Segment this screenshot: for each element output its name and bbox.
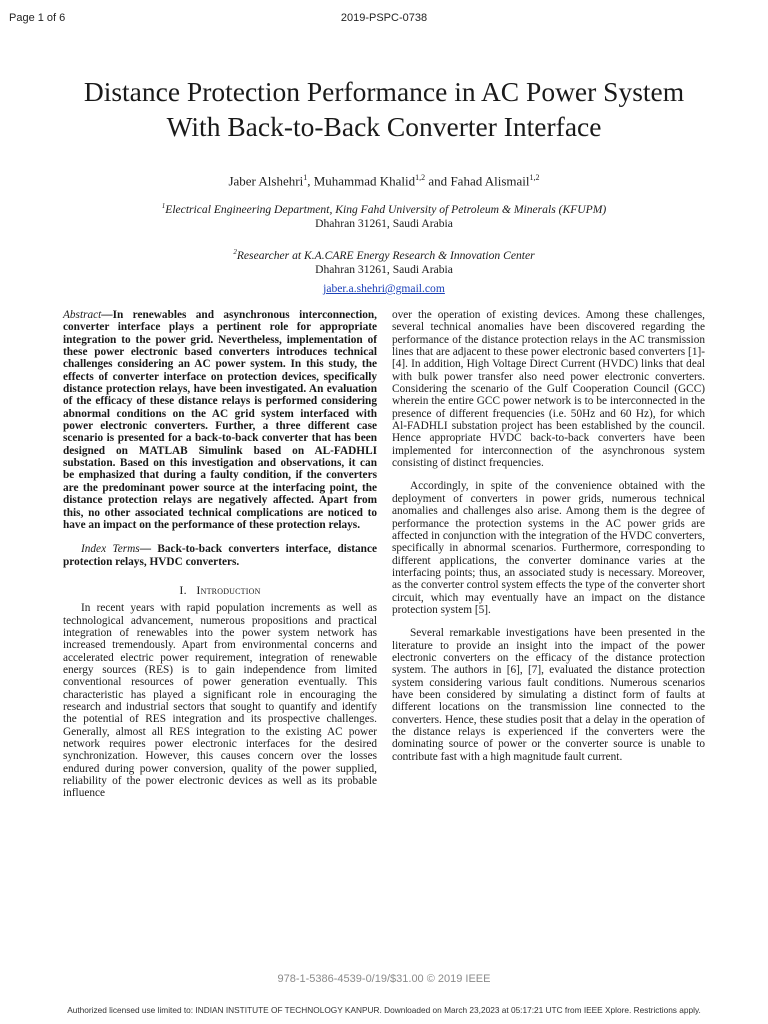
abstract [63, 309, 377, 531]
copyright-notice: 978-1-5386-4539-0/19/$31.00 © 2019 IEEE [277, 973, 491, 985]
title-line-1: Distance Protection Performance in AC Power System [83, 76, 685, 107]
contact-email [0, 282, 768, 295]
index-terms [63, 543, 377, 568]
affiliation-2-sup: 2 [233, 248, 237, 256]
index-terms-label: Index Terms [81, 543, 140, 556]
affiliation-1-name: Electrical Engineering Department, King Fahd University of Petroleum & Minerals (KFUPM) [165, 202, 607, 216]
author-conjunction: and [428, 173, 448, 189]
affiliation-2-name: Researcher at K.A.CARE Energy Research & Innovation Center [236, 248, 535, 262]
paper-id: 2019-PSPC-0738 [340, 12, 428, 24]
body-paragraph-3: Accordingly, in spite of the convenience obtained with the deployment of converters in power grids, numerous technical anomalies and challenges also arise. Among them is the degree of performance the protection systems in the AC power grids are affected in conjunction with the integration of the HVDC converters, specifically in abnormal scenarios. Furthermore, corresponding to different applications, the converter dominance varies at the interfacing points; thus, an associated study is necessary. Moreover, as the converter control system effects the type of the converter short circuit, which may eventually have an impact on the distance protection system [5]. [392, 480, 705, 616]
right-column [392, 309, 705, 763]
email-link[interactable]: jaber.a.shehri@gmail.com [323, 282, 445, 295]
author-3-sup: 1,2 [529, 173, 540, 182]
paper-title [0, 74, 768, 144]
body-paragraph-2: over the operation of existing devices. Among these challenges, several technical anomalies have been discovered regarding the performance of the distance protection relays in the AC transmission lines that are adjacent to these power electronic based converters [1]-[4]. In addition, High Voltage Direct Current (HVDC) links that deal with bulk power transfer also need power electronic converters. Considering the scenario of the Gulf Cooperation Council (GCC) wherein the entire GCC power network is to be interconnected in the presence of different frequencies (i.e. 50Hz and 60 Hz), for which Al-FADHLI substation project has been established by the council. Hence appropriate HVDC back-to-back converters have been implemented for interconnection of the asynchronous system consisting of distinct frequencies. [392, 309, 705, 470]
author-2-name: Muhammad Khalid [313, 173, 416, 189]
page-number: Page 1 of 6 [9, 12, 66, 24]
author-3-name: Fahad Alismail [450, 173, 530, 189]
section-heading [63, 584, 377, 596]
author-list: Jaber Alshehri$^1$, Muhammad Khalid$^{1,2}$ and Fahad Alismail$^{1,2}$ [228, 173, 540, 189]
index-terms-text: — Back-to-back converters interface, distance protection relays, HVDC converters. [63, 543, 377, 568]
affiliation-1 [0, 199, 768, 231]
body-paragraph-4: Several remarkable investigations have been presented in the literature to provide an insight into the impact of the power electronic converters on the efficacy of the distance protection system. The authors in [6], [7], evaluated the distance protection system considering various fault conditions. Numerous scenarios have been considered by simulating a distinct form of faults at different locations on the transmission line connected to the converters. Hence, these studies posit that a delay in the operation of the distance relays is experienced if the converters were the dominating source of power or the converter source is unable to contribute fast with a high magnitude fault current. [392, 627, 705, 763]
left-column [63, 309, 377, 800]
license-notice: Authorized licensed use limited to: INDIAN INSTITUTE OF TECHNOLOGY KANPUR. Downloaded on March 23,2023 at 05:17:21 UTC from IEEE Xplore. Restrictions apply. [67, 1005, 701, 1015]
author-2-sup: 1,2 [415, 173, 426, 182]
affiliation-1-sup: 1 [161, 202, 166, 210]
affiliation-2-address: Dhahran 31261, Saudi Arabia [315, 262, 453, 276]
affiliation-1-address: Dhahran 31261, Saudi Arabia [315, 216, 453, 230]
abstract-text: —In renewables and asynchronous interconnection, converter interface plays a pertinent role for appropriate integration to the power grid. Nevertheless, implementation of these power electronic based converters introduces technical challenges considering an AC power system. In this study, the effects of converter interface on protection devices, specifically distance protection relays, have been investigated. An evaluation of the efficacy of these distance relays is performed considering abnormal conditions on the AC grid system interfaced with power electronic converters. Further, a three different case scenario is presented for a back-to-back converter that has been designed on MATLAB Simulink based on AL-FADHLI substation. Based on this investigation and observations, it can be emphasized that during a faulty condition, if the converters are the predominant power source at the interfacing point, the distance protection relays are negatively affected. Apart from this, no other associated technical complications are noticed to have an impact on the performance of these protection relays. [63, 309, 377, 531]
body-paragraph-1: In recent years with rapid population increments as well as technological advancement, numerous propositions and practical integration of renewables into the power system network has increased tremendously. Apart from environmental concerns and accelerated electric power requirement, integration of renewable energy sources (RES) is to gain independence from limited conventional resources of power generation eventually. This characteristic has played a significant role in encouraging the research and industrial sectors that sought to quantify and identify the potential of RES integration and its prospective challenges. Generally, almost all RES integration to the existing AC power network requires power electronic interfaces for the desired synchronization. However, this causes concern over the losses endured during power conversion, quality of the power supplied, reliability of the power electronic devices as well as its probable influence [63, 602, 377, 800]
section-number: I. [179, 582, 187, 597]
affiliation-2 [0, 245, 768, 277]
author-1-name: Jaber Alshehri [228, 173, 304, 189]
title-line-2: With Back-to-Back Converter Interface [166, 111, 602, 142]
abstract-label: Abstract [63, 309, 102, 321]
author-1-sup: 1 [303, 173, 308, 182]
section-title: Introduction [196, 582, 261, 597]
